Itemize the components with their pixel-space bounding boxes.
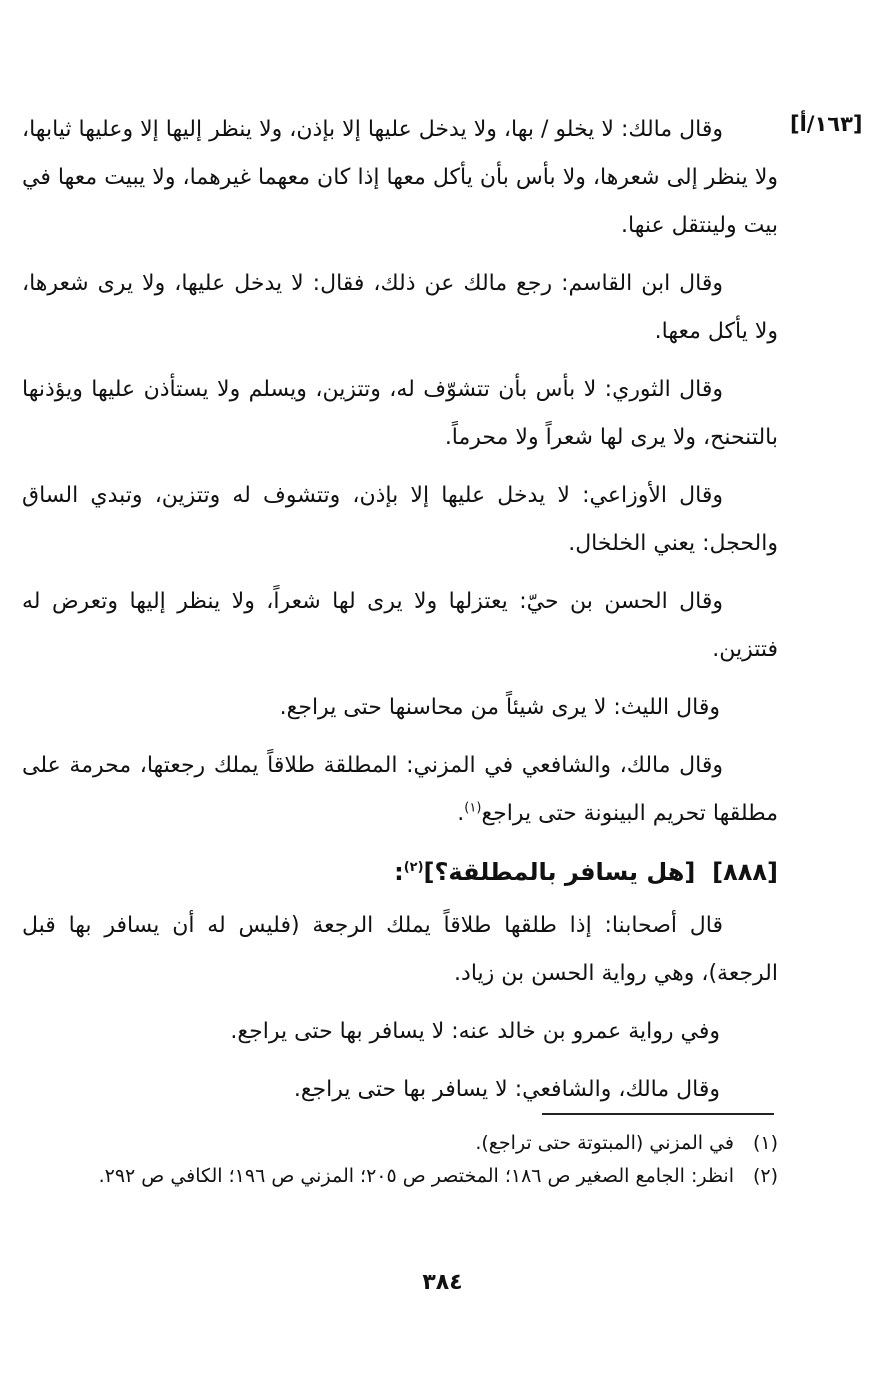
section-title: [هل يسافر بالمطلقة؟] (423, 858, 696, 886)
paragraph-ibn-al-qasim: وقال ابن القاسم: رجع مالك عن ذلك، فقال: لا يدخل عليها، ولا يرى شعرها، ولا يأكل معها. (22, 271, 778, 344)
footnote-marker-2: (٢) (403, 860, 424, 875)
paragraph-malik-shafii-travel: وقال مالك، والشافعي: لا يسافر بها حتى يراجع. (293, 1077, 720, 1102)
footnote-2 (22, 1161, 778, 1192)
paragraph-malik: وقال مالك: لا يخلو / بها، ولا يدخل عليها إلا بإذن، ولا ينظر إليها إلا وعليها ثيابها، ولا ينظر إلى شعرها، ولا بأس بأن يأكل معها إذا كان معهما غيرهما، ولا يبيت معها في بيت ولينتقل عنها. (22, 117, 778, 238)
paragraph-thawri: وقال الثوري: لا بأس بأن تتشوّف له، وتتزين، ويسلم ولا يستأذن عليها ويؤذنها بالتنحنح، ولا يرى لها شعراً ولا محرماً. (22, 377, 778, 450)
footnote-text: انظر: الجامع الصغير ص ١٨٦؛ المختصر ص ٢٠٥؛ المزني ص ١٩٦؛ الكافي ص ٢٩٢. (98, 1165, 734, 1187)
heading-colon: : (394, 858, 404, 886)
footnote-separator (542, 1113, 774, 1115)
paragraph-malik-shafii (22, 742, 778, 838)
paragraph-hasan-bin-hayy: وقال الحسن بن حيّ: يعتزلها ولا يرى لها شعراً، ولا ينظر إليها وتعرض له فتتزين. (22, 589, 778, 662)
footnote-number: (١) (752, 1132, 778, 1154)
footnote-number: (٢) (752, 1165, 778, 1187)
paragraph-amr-bin-khalid: وفي رواية عمرو بن خالد عنه: لا يسافر بها حتى يراجع. (230, 1019, 720, 1044)
paragraph-end-mark: . (457, 801, 465, 826)
footnote-marker-1: (١) (464, 800, 482, 816)
paragraph-awzai: وقال الأوزاعي: لا يدخل عليها إلا بإذن، وتتشوف له وتتزين، وتبدي الساق والحجل: يعني الخلخال. (22, 483, 778, 556)
footnote-1 (22, 1128, 778, 1159)
manuscript-folio-reference: [١٦٣/أ] (790, 112, 863, 136)
section-heading (22, 848, 778, 896)
paragraph-layth: وقال الليث: لا يرى شيئاً من محاسنها حتى يراجع. (279, 695, 720, 720)
paragraph-malik-shafii-text: وقال مالك، والشافعي في المزني: المطلقة طلاقاً يملك رجعتها، محرمة على مطلقها تحريم البينونة حتى يراجع (22, 753, 778, 826)
footnote-text: في المزني (المبتوتة حتى تراجع). (475, 1132, 734, 1154)
footnotes (22, 1128, 778, 1194)
paragraph-ashabuna: قال أصحابنا: إذا طلقها طلاقاً يملك الرجعة (فليس له أن يسافر بها قبل الرجعة)، وهي رواية الحسن بن زياد. (22, 913, 778, 986)
main-text (22, 106, 778, 1124)
page-number: ٣٨٤ (422, 1270, 463, 1295)
section-number: [٨٨٨] (712, 858, 778, 886)
